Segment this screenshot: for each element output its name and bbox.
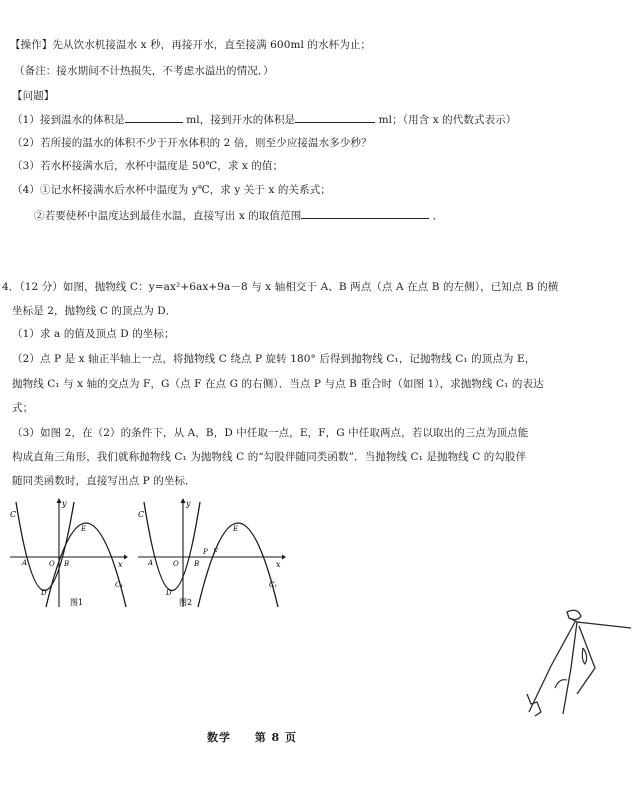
figure-2-x-arrow xyxy=(282,555,286,560)
figure-2-y-arrow xyxy=(181,498,186,503)
figure-2-label-y: y xyxy=(186,499,191,508)
problem-24-q2-line3: 式； xyxy=(12,402,34,414)
sketch-head xyxy=(567,610,581,619)
problem-24-q3-line3: 随同类函数时，直接写出点 P 的坐标． xyxy=(12,475,196,487)
figure-2 xyxy=(136,497,286,609)
question-1 xyxy=(12,111,516,127)
figure-1-label-x: x xyxy=(118,560,123,569)
q1-part-b: ml，接到开水的体积是 xyxy=(186,114,296,126)
problem-24-q2-line1: （2）点 P 是 x 轴正半轴上一点，将抛物线 C 绕点 P 旋转 180° 后得到抛物线 C₁，记抛物线 C₁ 的顶点为 E， xyxy=(12,353,536,365)
problem-24-q3-line1: （3）如图 2，在（2）的条件下，从 A，B，D 中任取一点，E，F，G 中任取两点，若以取出的三点为顶点能 xyxy=(12,427,529,439)
figure-2-label-c: C xyxy=(138,510,145,519)
sketch-line-top xyxy=(573,620,631,628)
q1-part-a: （1）接到温水的体积是 xyxy=(12,114,125,126)
figure-1-label-c1: C₁ xyxy=(115,581,124,589)
figure-1-y-arrow xyxy=(57,498,62,503)
problem-24-q3-line2: 构成直角三角形，我们就称抛物线 C₁ 为抛物线 C 的“勾股伴随同类函数”．当抛物线 C₁ 是抛物线 C 的勾股伴 xyxy=(12,451,527,463)
answer-blank-hot-volume[interactable] xyxy=(295,111,375,123)
figure-1-label-e: E xyxy=(81,525,87,533)
q1-part-c: ml；（用含 x 的代数式表示） xyxy=(378,114,517,126)
figure-1-label-a: A xyxy=(22,559,28,567)
question-4-part-2 xyxy=(34,207,443,223)
sketch-line-left xyxy=(529,622,575,712)
figure-2-label-a: A xyxy=(148,559,154,567)
figure-1-label-o: O xyxy=(49,560,55,568)
figure-2-label-b: B xyxy=(194,560,200,568)
footer-subject: 数学 xyxy=(207,731,231,744)
problem-24-intro-line1: 4．（12 分）如图，抛物线 C：y=ax²+6ax+9a－8 与 x 轴相交于 A、B 两点（点 A 在点 B 的左侧），已知点 B 的横 xyxy=(2,281,559,293)
answer-blank-warm-volume[interactable] xyxy=(125,111,183,123)
q4-part2-text: ②若要使杯中温度达到最佳水温，直接写出 x 的取值范围 xyxy=(34,210,302,222)
figure-2-label-x: x xyxy=(276,560,281,569)
figure-2-label-o: O xyxy=(173,560,179,568)
figure-1-label-c: C xyxy=(10,510,17,519)
page-footer xyxy=(207,729,297,745)
problem-24-intro-line2: 坐标是 2，抛物线 C 的顶点为 D． xyxy=(12,305,177,317)
problem-24-q2-line2: 抛物线 C₁ 与 x 轴的交点为 F，G（点 F 在点 G 的右侧）．当点 P 与点 B 重合时（如图 1），求抛物线 C₁ 的表达 xyxy=(12,378,544,390)
figure-1-label-b: B xyxy=(64,560,70,568)
sketch-mark xyxy=(582,648,586,664)
problem-24-q1: （1）求 a 的值及顶点 D 的坐标； xyxy=(12,328,175,340)
note-text: （备注：接水期间不计热损失，不考虑水溢出的情况．） xyxy=(14,65,274,77)
figure-1-parabola-c1 xyxy=(46,523,126,607)
figure-2-parabola-c xyxy=(144,502,200,591)
question-heading: 【问题】 xyxy=(12,90,55,102)
figure-1-caption: 图1 xyxy=(70,598,84,607)
answer-blank-x-range[interactable] xyxy=(301,207,429,219)
figure-2-label-d: D xyxy=(166,589,172,597)
figure-2-parabola-c1 xyxy=(198,523,278,607)
footer-page-number: 第 8 页 xyxy=(254,731,298,744)
q4-part2-end: ． xyxy=(432,210,444,222)
figure-2-caption: 图2 xyxy=(179,598,193,607)
handwritten-sketch xyxy=(515,608,633,720)
figure-2-label-e: E xyxy=(233,525,239,533)
sketch-line-middle xyxy=(563,622,577,714)
figure-2-label-f: F xyxy=(213,548,218,556)
figure-1-label-y: y xyxy=(62,499,67,508)
question-4-part-1: （4）①记水杯接满水后水杯中温度为 y℃，求 y 关于 x 的关系式； xyxy=(12,184,331,196)
question-2: （2）若所接的温水的体积不少于开水体积的 2 倍，则至少应接温水多少秒？ xyxy=(12,137,372,149)
figure-1 xyxy=(8,497,128,609)
figure-1-label-d: D xyxy=(41,589,47,597)
operation-text: 【操作】先从饮水机接温水 x 秒，再接开水，直至接满 600ml 的水杯为止； xyxy=(10,39,372,51)
figure-1-x-arrow xyxy=(124,555,128,560)
figure-2-label-c1: C₁ xyxy=(269,581,278,589)
sketch-arc xyxy=(555,680,567,688)
figure-2-label-p: P xyxy=(203,548,208,556)
sketch-bottom-stroke xyxy=(527,694,541,716)
question-3: （3）若水杯接满水后，水杯中温度是 50℃，求 x 的值； xyxy=(12,160,284,172)
